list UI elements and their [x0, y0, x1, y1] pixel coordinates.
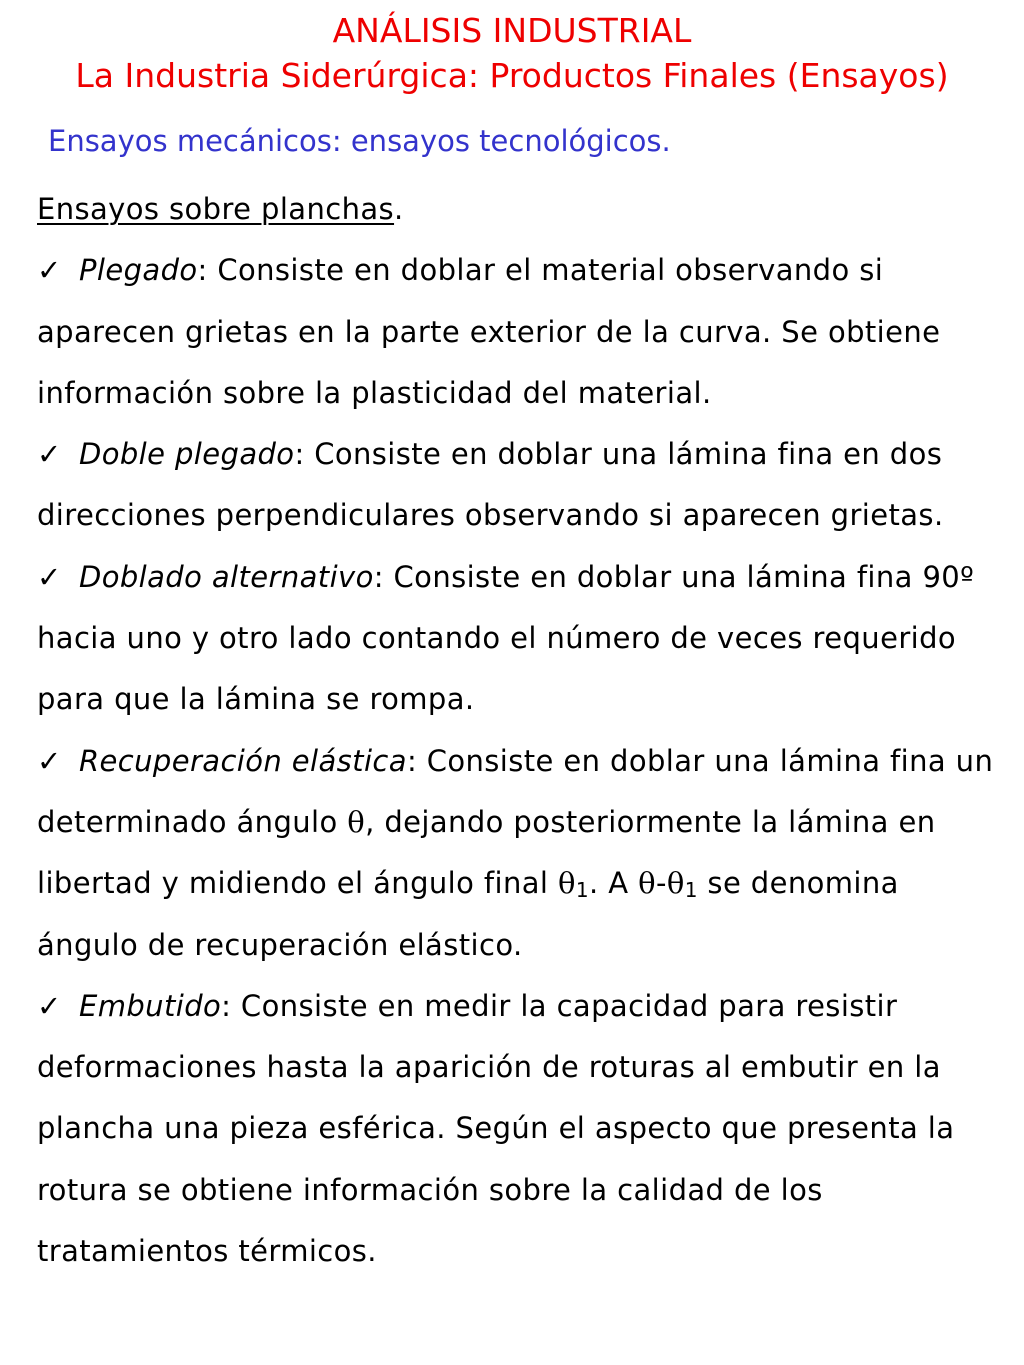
item-text: : Consiste en doblar una lámina fina un determinado ángulo — [37, 743, 994, 839]
theta-symbol: θ — [347, 804, 366, 839]
item-text: , dejando posteriormente la lámina en libertad y midiendo el ángulo final — [37, 804, 936, 901]
list-item — [37, 424, 1007, 547]
section-heading-period: . — [394, 192, 404, 226]
section-subtitle: Ensayos mecánicos: ensayos tecnológicos. — [48, 124, 671, 158]
list-item — [37, 240, 1007, 424]
checkmark-icon: ✓ — [37, 988, 62, 1023]
item-text: : Consiste en doblar una lámina fina 90º hacia uno y otro lado contando el número de veces requerido para que la lámina se rompa. — [37, 559, 975, 717]
item-term: Plegado — [79, 253, 198, 288]
theta-symbol: θ — [666, 866, 685, 901]
subscript: 1 — [575, 878, 589, 903]
checkmark-icon: ✓ — [37, 743, 62, 778]
list-item — [37, 547, 1007, 731]
list-item — [37, 976, 1007, 1282]
item-text: : Consiste en doblar el material observando si aparecen grietas en la parte exterior de la curva. Se obtiene información sobre la plasticidad del material. — [37, 253, 941, 410]
item-text: : Consiste en medir la capacidad para resistir deformaciones hasta la aparición de roturas al embutir en la plancha una pieza esférica. Según el aspecto que presenta la rotura se obtiene información sobre la calidad de los tratamientos térmicos. — [37, 988, 955, 1269]
checkmark-icon: ✓ — [37, 437, 62, 472]
item-term: Doblado alternativo — [79, 559, 374, 594]
content-body — [37, 179, 1007, 1282]
page-title: ANÁLISIS INDUSTRIAL — [332, 11, 692, 50]
checkmark-icon: ✓ — [37, 559, 62, 594]
minus-sign: - — [655, 866, 667, 901]
section-heading-text: Ensayos sobre planchas — [37, 192, 395, 226]
page-subtitle: La Industria Siderúrgica: Productos Finales (Ensayos) — [75, 56, 949, 95]
item-text: : Consiste en doblar una lámina fina en dos direcciones perpendiculares observando si aparecen grietas. — [37, 437, 944, 533]
section-heading — [37, 179, 1007, 240]
theta-symbol: θ — [557, 866, 576, 901]
item-term: Embutido — [79, 988, 222, 1023]
item-term: Doble plegado — [79, 437, 295, 472]
item-term: Recuperación elástica — [79, 743, 407, 778]
item-text: se denomina ángulo de recuperación elástico. — [37, 866, 899, 962]
item-text: . A — [588, 866, 639, 901]
subscript: 1 — [684, 878, 698, 903]
checkmark-icon: ✓ — [37, 253, 62, 288]
theta-symbol: θ — [638, 866, 656, 901]
list-item — [37, 731, 1007, 976]
